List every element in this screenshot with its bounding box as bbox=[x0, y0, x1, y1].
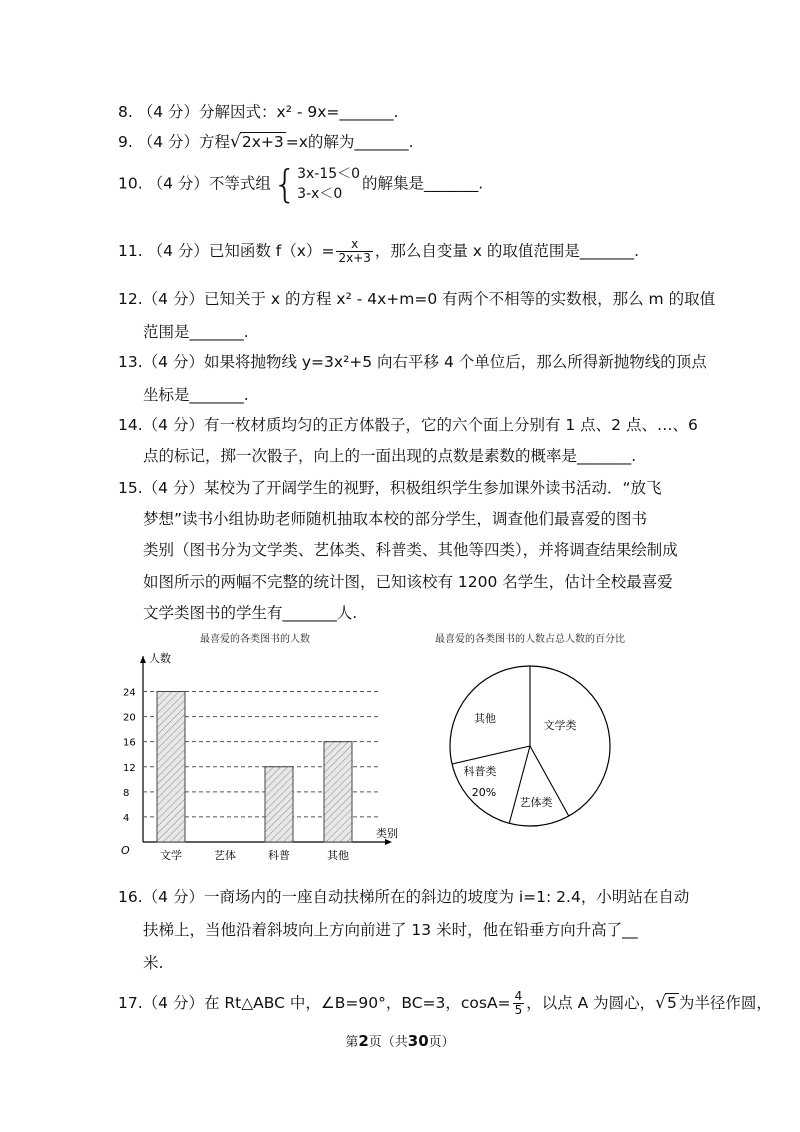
footer-post: 页） bbox=[428, 1035, 455, 1050]
question-text-mid: ，以点 A 为圆心， bbox=[526, 994, 656, 1012]
question-14 bbox=[118, 413, 698, 435]
question-text: （4 分）已知函数 f（x）= bbox=[147, 242, 335, 260]
slice-label: 其他 bbox=[474, 712, 496, 725]
question-17 bbox=[118, 990, 772, 1017]
numerator: x bbox=[336, 238, 372, 252]
y-tick-label: 12 bbox=[123, 762, 136, 774]
radicand: 5 bbox=[667, 994, 677, 1012]
y-tick-label: 8 bbox=[123, 787, 130, 799]
slice-label: 文学类 bbox=[543, 719, 577, 732]
radicand: 2x+3 bbox=[241, 133, 284, 151]
denominator: 5 bbox=[514, 1003, 523, 1017]
question-text: （4 分）某校为了开阔学生的视野，积极组织学生参加课外读书活动．“放飞 bbox=[142, 479, 662, 497]
question-14-cont: 点的标记，掷一次骰子，向上的一面出现的点数是素数的概率是_______. bbox=[143, 447, 637, 465]
x-tick-label: 文学 bbox=[160, 849, 182, 860]
question-number: 14. bbox=[118, 416, 143, 434]
question-text: （4 分）已知关于 x 的方程 x² - 4x+m=0 有两个不相等的实数根，那么 m 的取值 bbox=[142, 290, 716, 308]
question-9 bbox=[118, 130, 414, 152]
y-axis-arrow bbox=[140, 656, 146, 663]
bar-chart-title: 最喜爱的各类图书的人数 bbox=[200, 634, 310, 645]
inequality-1: 3x-15＜0 bbox=[297, 166, 361, 182]
bar-3 bbox=[265, 767, 293, 842]
pie-chart bbox=[435, 632, 625, 826]
numerator: 4 bbox=[514, 989, 523, 1003]
sqrt-sign: √ bbox=[230, 132, 241, 152]
question-text-end: ，那么自变量 x 的取值范围是_______. bbox=[374, 242, 640, 260]
question-number: 13. bbox=[118, 353, 143, 371]
slice-label: 科普类 bbox=[463, 765, 497, 778]
x-tick-label: 其他 bbox=[327, 849, 349, 860]
question-number: 11. bbox=[118, 242, 143, 260]
question-15-cont-1: 梦想”读书小组协助老师随机抽取本校的部分学生，调查他们最喜爱的图书 bbox=[143, 510, 648, 528]
question-text: （4 分）方程 bbox=[137, 133, 231, 151]
denominator: 2x+3 bbox=[338, 251, 371, 265]
question-number: 16. bbox=[118, 888, 143, 906]
question-11 bbox=[118, 238, 639, 265]
total-pages: 30 bbox=[407, 1032, 429, 1050]
bar-1 bbox=[157, 692, 185, 842]
fraction bbox=[336, 238, 372, 265]
pie-chart-title: 最喜爱的各类图书的人数占总人数的百分比 bbox=[435, 634, 625, 645]
question-12 bbox=[118, 287, 715, 309]
y-axis-label: 人数 bbox=[149, 652, 171, 665]
y-tick-label: 16 bbox=[123, 737, 136, 749]
question-12-cont: 范围是_______. bbox=[143, 323, 249, 341]
footer-mid: 页（共 bbox=[368, 1035, 408, 1050]
question-16 bbox=[118, 885, 689, 907]
question-15-cont-4: 文学类图书的学生有_______人. bbox=[143, 604, 358, 622]
question-number: 17. bbox=[118, 994, 143, 1012]
question-text: （4 分）有一枚材质均匀的正方体骰子，它的六个面上分别有 1 点、2 点、…、6 bbox=[142, 416, 698, 434]
page-footer bbox=[0, 1031, 800, 1050]
page-number: 2 bbox=[358, 1032, 369, 1050]
question-8 bbox=[118, 100, 399, 122]
y-tick-label: 20 bbox=[123, 712, 136, 724]
y-tick-label: 4 bbox=[123, 812, 130, 824]
question-number: 8. bbox=[118, 103, 133, 121]
question-16-cont-1: 扶梯上，当他沿着斜坡向上方向前进了 13 米时，他在铅垂方向升高了__ bbox=[143, 921, 638, 939]
x-tick-label: 科普 bbox=[268, 849, 290, 860]
origin-label: O bbox=[121, 844, 130, 857]
question-text-end: 为半径作圆， bbox=[678, 994, 772, 1012]
question-13-cont: 坐标是_______. bbox=[143, 386, 249, 404]
question-text: （4 分）一商场内的一座自动扶梯所在的斜边的坡度为 i=1: 2.4，小明站在自动 bbox=[142, 888, 690, 906]
question-text: （4 分）在 Rt△ABC 中，∠B=90°，BC=3，cosA= bbox=[142, 994, 511, 1012]
question-13 bbox=[118, 350, 707, 372]
question-text: （4 分）分解因式：x² - 9x=_______. bbox=[137, 103, 399, 121]
fraction bbox=[513, 990, 525, 1017]
question-10 bbox=[118, 164, 483, 204]
inequality-system bbox=[297, 164, 360, 204]
x-axis-label: 类别 bbox=[376, 827, 398, 840]
question-text-end: =x的解为_______. bbox=[285, 133, 414, 151]
question-text-end: 的解集是_______. bbox=[362, 174, 484, 193]
question-number: 15. bbox=[118, 479, 143, 497]
sqrt-sign: √ bbox=[655, 993, 667, 1013]
y-tick-label: 24 bbox=[123, 687, 136, 699]
statistics-figures bbox=[0, 630, 800, 860]
question-15-cont-3: 如图所示的两幅不完整的统计图，已知该校有 1200 名学生，估计全校最喜爱 bbox=[143, 573, 673, 591]
question-number: 10. bbox=[118, 174, 143, 193]
x-tick-label: 艺体 bbox=[214, 849, 236, 860]
question-text: （4 分）如果将抛物线 y=3x²+5 向右平移 4 个单位后，那么所得新抛物线的顶点 bbox=[142, 353, 707, 371]
footer-pre: 第 bbox=[345, 1035, 359, 1050]
brace: { bbox=[272, 162, 298, 206]
question-15 bbox=[118, 476, 661, 498]
question-number: 12. bbox=[118, 290, 143, 308]
question-text: （4 分）不等式组 bbox=[147, 174, 271, 193]
slice-label: 艺体类 bbox=[519, 796, 553, 809]
bar-chart bbox=[121, 632, 398, 860]
bar-4 bbox=[324, 742, 352, 842]
slice-percentage: 20% bbox=[471, 786, 497, 799]
question-15-cont-2: 类别（图书分为文学类、艺体类、科普类、其他等四类），并将调查结果绘制成 bbox=[143, 541, 678, 559]
inequality-2: 3-x＜0 bbox=[297, 186, 343, 202]
question-number: 9. bbox=[118, 133, 133, 151]
question-16-cont-2: 米. bbox=[143, 954, 164, 972]
